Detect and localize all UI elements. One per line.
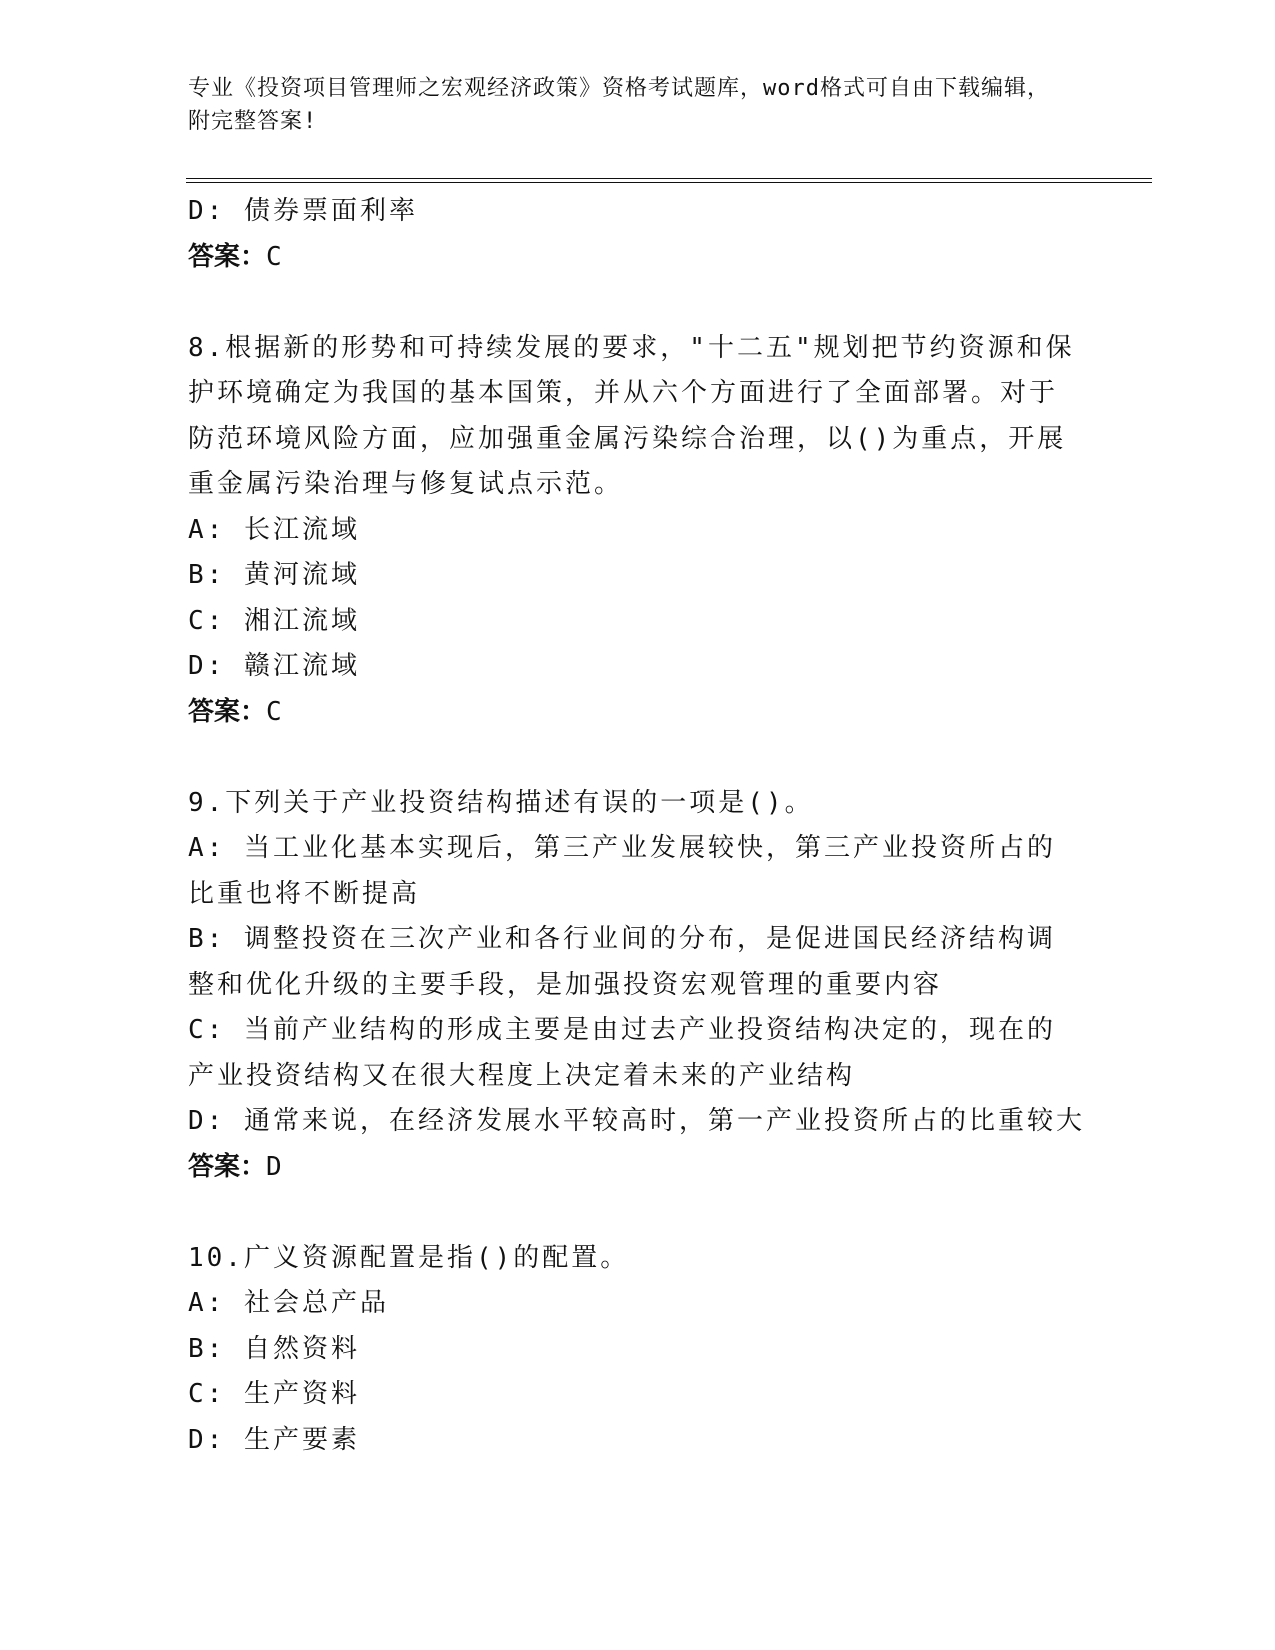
header-divider-bottom	[186, 182, 1152, 183]
question-9-stem: 9.下列关于产业投资结构描述有误的一项是()。	[188, 787, 814, 818]
option-d: D: 债券票面利率	[188, 196, 418, 226]
question-10-option-d: D: 生产要素	[188, 1424, 360, 1455]
answer-value: D	[266, 1151, 282, 1182]
answer-label: 答案：	[188, 1151, 267, 1182]
question-content	[188, 189, 1085, 1463]
question-10-option-b: B: 自然资料	[188, 1333, 360, 1364]
question-9-option-a: A: 当工业化基本实现后，第三产业发展较快，第三产业投资所占的比重也将不断提高	[188, 833, 1056, 909]
spacer	[188, 735, 1078, 781]
question-9-option-d: D: 通常来说，在经济发展水平较高时，第一产业投资所占的比重较大	[188, 1106, 1085, 1136]
question-8-option-a: A: 长江流域	[188, 514, 360, 545]
question-10-option-a: A: 社会总产品	[188, 1288, 389, 1318]
answer-line	[188, 235, 1078, 281]
question-8-option-d: D: 赣江流域	[188, 651, 360, 681]
answer-value: C	[266, 696, 282, 727]
spacer	[188, 1190, 1078, 1236]
question-8-option-c: C: 湘江流域	[188, 605, 360, 636]
question-8-stem: 8.根据新的形势和可持续发展的要求，"十二五"规划把节约资源和保护环境确定为我国的基本国策，并从六个方面进行了全面部署。对于防范环境风险方面，应加强重金属污染综合治理，以()为重点，开展重金属污染治理与修复试点示范。	[188, 332, 1075, 499]
answer-value: C	[266, 241, 282, 272]
question-9-option-b: B: 调整投资在三次产业和各行业间的分布，是促进国民经济结构调整和优化升级的主要手段，是加强投资宏观管理的重要内容	[188, 924, 1056, 1000]
answer-label: 答案：	[188, 696, 267, 727]
document-header: 专业《投资项目管理师之宏观经济政策》资格考试题库，word格式可自由下载编辑，附完整答案!	[188, 76, 1050, 134]
question-8-answer	[188, 690, 1078, 736]
question-10-option-c: C: 生产资料	[188, 1379, 360, 1409]
answer-label: 答案：	[188, 241, 267, 272]
question-10-stem: 10.广义资源配置是指()的配置。	[188, 1242, 630, 1273]
header-divider-top	[186, 178, 1152, 179]
spacer	[188, 280, 1078, 326]
question-9-option-c: C: 当前产业结构的形成主要是由过去产业投资结构决定的，现在的产业投资结构又在很大程度上决定着未来的产业结构	[188, 1015, 1056, 1091]
question-9-answer	[188, 1145, 1078, 1191]
question-8-option-b: B: 黄河流域	[188, 560, 360, 590]
